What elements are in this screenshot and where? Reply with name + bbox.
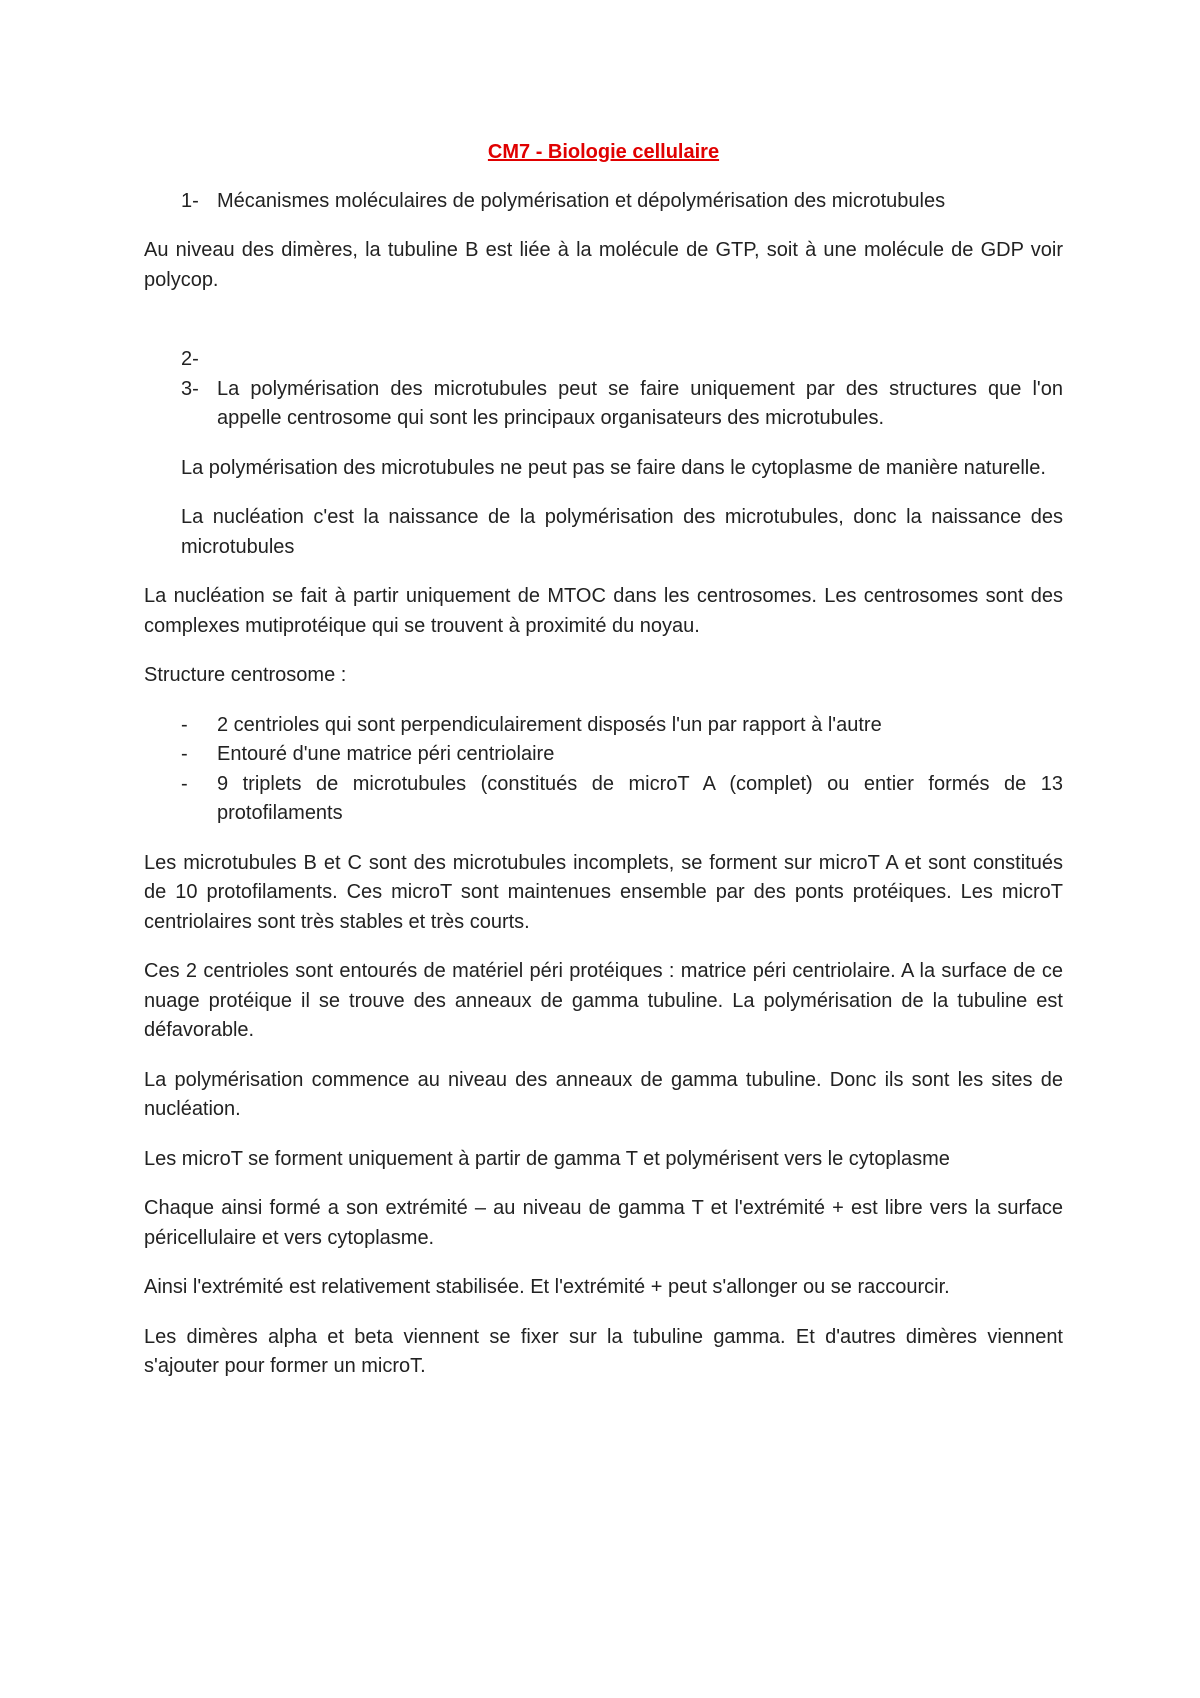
paragraph-microtubules-b-c: Les microtubules B et C sont des microtubules incomplets, se forment sur microT A et sont constitués de 10 protofilaments. Ces microT sont maintenues ensemble par des ponts protéiques. Les microT centriolaires sont très stables et très courts. — [144, 851, 1063, 933]
paragraph-cytoplasme: La polymérisation des microtubules ne peut pas se faire dans le cytoplasme de manière naturelle. — [181, 456, 1046, 479]
document-title: CM7 - Biologie cellulaire — [487, 141, 720, 163]
bullet-text: 2 centrioles qui sont perpendiculairement disposés l'un par rapport à l'autre — [217, 713, 882, 736]
bullet-item — [181, 711, 1063, 741]
numbered-item-1 — [181, 187, 1063, 217]
bullet-text: 9 triplets de microtubules (constitués de microT A (complet) ou entier formés de 13 protofilaments — [217, 772, 1063, 824]
paragraph-extremite: Chaque ainsi formé a son extrémité – au niveau de gamma T et l'extrémité + est libre vers la surface péricellulaire et vers cytoplasme. — [144, 1197, 1063, 1249]
bullet-dash: - — [181, 743, 188, 765]
bullet-item — [181, 740, 1063, 770]
bullet-dash: - — [181, 713, 188, 736]
paragraph-centrioles: Ces 2 centrioles sont entourés de matériel péri protéiques : matrice péri centriolaire. A la surface de ce nuage protéique il se trouve des anneaux de gamma tubuline. La polymérisation de la tubuline est défavorable. — [144, 960, 1063, 1041]
bullet-text: Entouré d'une matrice péri centriolaire — [217, 743, 555, 765]
paragraph-polymerisation-gamma: La polymérisation commence au niveau des anneaux de gamma tubuline. Donc ils sont les sites de nucléation. — [144, 1068, 1063, 1120]
paragraph-structure-heading: Structure centrosome : — [144, 664, 347, 686]
paragraph-stabilisee: Ainsi l'extrémité est relativement stabilisée. Et l'extrémité + peut s'allonger ou se raccourcir. — [144, 1276, 950, 1298]
paragraph-mtoc: La nucléation se fait à partir uniquement de MTOC dans les centrosomes. Les centrosomes sont des complexes mutiprotéique qui se trouvent à proximité du noyau. — [144, 585, 1063, 637]
paragraph-microt-forment: Les microT se forment uniquement à partir de gamma T et polymérisent vers le cytoplasme — [144, 1147, 950, 1170]
paragraph-nucleation-definition: La nucléation c'est la naissance de la polymérisation des microtubules, donc la naissance des microtubules — [181, 506, 1063, 558]
list-number: 2- — [181, 348, 199, 370]
paragraph-dimeres-alpha-beta: Les dimères alpha et beta viennent se fixer sur la tubuline gamma. Et d'autres dimères viennent s'ajouter pour former un microT. — [144, 1325, 1063, 1377]
list-number: 3- — [181, 377, 199, 400]
list-item-text: Mécanismes moléculaires de polymérisation et dépolymérisation des microtubules — [217, 189, 946, 212]
numbered-item-2 — [181, 345, 1063, 375]
list-item-text: La polymérisation des microtubules peut se faire uniquement par des structures que l'on appelle centrosome qui sont les principaux organisateurs des microtubules. — [217, 377, 1063, 429]
list-item-text — [217, 345, 1063, 375]
numbered-item-3 — [181, 375, 1063, 434]
list-number: 1- — [181, 189, 199, 212]
bullet-dash: - — [181, 772, 188, 795]
bullet-item — [181, 770, 1063, 829]
document-page — [144, 138, 1063, 1402]
paragraph-dimeres: Au niveau des dimères, la tubuline B est liée à la molécule de GTP, soit à une molécule de GDP voir polycop. — [144, 239, 1063, 291]
